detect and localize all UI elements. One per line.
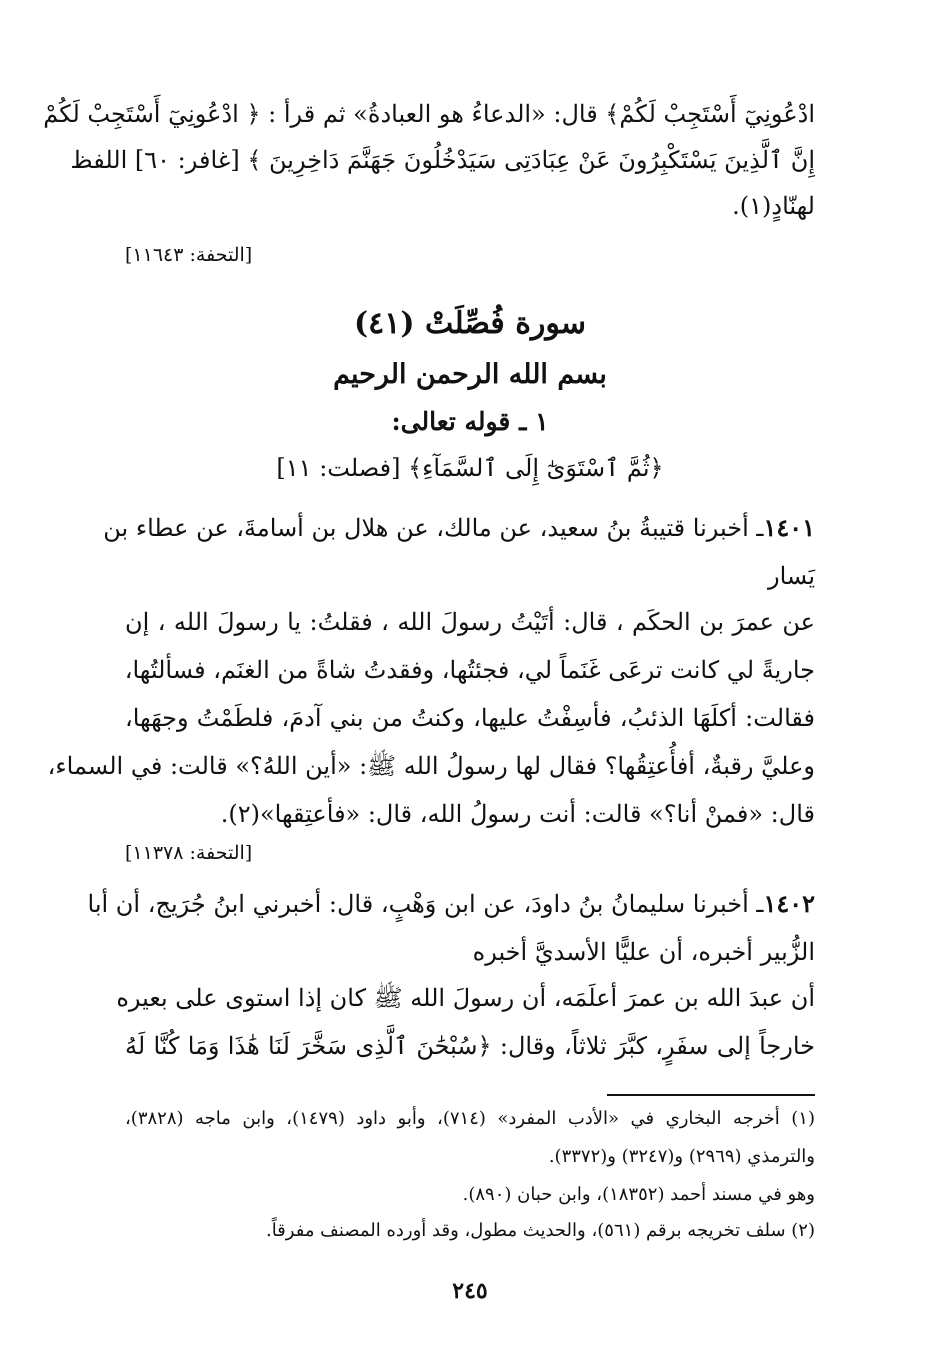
page-body	[43, 82, 815, 1312]
text-line: لهنّادٍ(١).	[732, 192, 815, 220]
hadith-matn: أن عبدَ الله بن عمرَ أعلَمَه، أن رسولَ الله ﷺ كان إذا استوى على بعيره	[116, 984, 815, 1012]
hadith-matn: عن عمرَ بن الحكَم ، قال: أتَيْتُ رسولَ الله ، فقلتُ: يا رسولَ الله ، إن	[125, 608, 815, 636]
footnote-line: وهو في مسند أحمد (١٨٣٥٢)، وابن حبان (٨٩٠).	[462, 1184, 815, 1205]
text-line: إِنَّ ٱلَّذِينَ يَسْتَكْبِرُونَ عَنْ عِبَادَتِى سَيَدْخُلُونَ جَهَنَّمَ دَاخِرِينَ ﴾ [غافر: ٦٠] اللفظ	[70, 146, 815, 174]
hadith-isnad: الزُّبير أخبره، أن عليًّا الأسديَّ أخبره	[472, 938, 815, 966]
hadith-number: ١٤٠٢	[763, 889, 815, 918]
hadith-isnad: ١٤٠٢ـ أخبرنا سليمانُ بنُ داودَ، عن ابن وَهْبٍ، قال: أخبرني ابنُ جُرَيج، أن أبا	[87, 889, 815, 918]
footnote-line: (١) أخرجه البخاري في «الأدب المفرد» (٧١٤)، وأبو داود (١٤٧٩)، وابن ماجه (٣٨٢٨)،	[125, 1108, 815, 1129]
hadith-isnad: ١٤٠١ـ أخبرنا قتيبةُ بنُ سعيد، عن مالك، عن هلال بن أسامةَ، عن عطاء بن	[103, 513, 815, 542]
footnote-line: (٢) سلف تخريجه برقم (٥٦١)، والحديث مطول، وقد أورده المصنف مفرقاً.	[265, 1220, 815, 1241]
page-number: ٢٤٥	[452, 1278, 488, 1304]
hadith-matn: وعليَّ رقبةٌ، أفأُعتِقُها؟ فقال لها رسولُ الله ﷺ: «أين اللهُ؟» قالت: في السماء،	[47, 752, 815, 780]
basmala: بسم الله الرحمن الرحيم	[333, 359, 607, 390]
verse-citation: ﴿ثُمَّ ٱسْتَوَىٰٓ إِلَى ٱلسَّمَآءِ﴾ [فصلت: ١١]	[276, 454, 664, 482]
hadith-number: ١٤٠١	[763, 513, 815, 542]
section-heading: ١ ـ قوله تعالى:	[391, 407, 549, 436]
hadith-matn: خارجاً إلى سفَرٍ، كبَّرَ ثلاثاً، وقال: ﴿سُبْحَٰنَ ٱلَّذِى سَخَّرَ لَنَا هَٰذَا وَمَا كُنَّا لَهُ	[125, 1032, 815, 1060]
hadith-isnad: يَسار	[768, 562, 815, 590]
tuhfa-reference: [التحفة: ١١٦٤٣]	[125, 244, 253, 266]
hadith-matn: فقالت: أكلَهَا الذئبُ، فأسِفْتُ عليها، وكنتُ من بني آدمَ، فلطَمْتُ وجهَها،	[125, 704, 815, 732]
tuhfa-reference: [التحفة: ١١٣٧٨]	[125, 842, 253, 864]
hadith-matn: جاريةً لي كانت ترعَى غَنَماً لي، فجئتُها، وفقدتُ شاةً من الغنَم، فسألتُها،	[124, 656, 815, 684]
hadith-matn: قال: «فمنْ أنا؟» قالت: أنت رسولُ الله، قال: «فأعتِقها»(٢).	[220, 800, 815, 828]
text-line: ادْعُونِيٓ أَسْتَجِبْ لَكُمْ﴾ قال: «الدعاءُ هو العبادةُ» ثم قرأ : ﴿ ادْعُونِيٓ أَسْتَجِبْ لَكُمْ	[43, 100, 815, 128]
footnote-line: والترمذي (٢٩٦٩) و(٣٢٤٧) و(٣٣٧٢).	[548, 1146, 815, 1167]
surah-title: سورة فُصِّلَتْ (٤١)	[353, 306, 587, 341]
footnote-separator	[607, 1094, 815, 1096]
